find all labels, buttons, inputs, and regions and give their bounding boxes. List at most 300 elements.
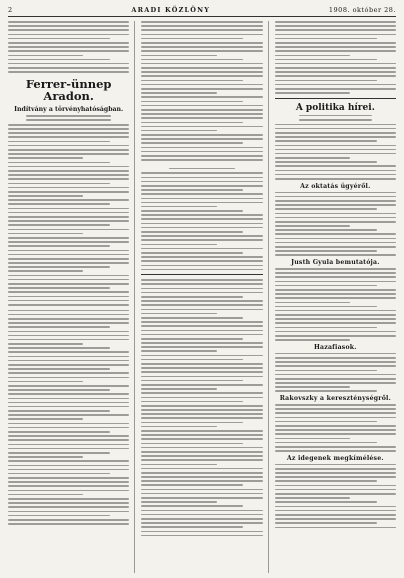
text-line <box>275 145 396 147</box>
text-line <box>141 155 262 157</box>
text-line <box>8 166 129 168</box>
text-block <box>275 21 396 94</box>
text-line <box>141 346 262 348</box>
text-line <box>8 279 129 281</box>
text-line <box>8 343 83 345</box>
text-line <box>141 80 243 82</box>
text-line <box>141 206 216 208</box>
text-line <box>8 406 129 408</box>
text-line <box>141 367 262 369</box>
text-line <box>8 46 129 48</box>
text-line <box>141 239 262 241</box>
text-line <box>8 275 129 277</box>
text-line <box>275 132 396 134</box>
text-line <box>8 287 110 289</box>
text-line <box>141 260 262 262</box>
text-line <box>275 370 377 372</box>
text-line <box>141 342 262 344</box>
text-line <box>141 388 216 390</box>
text-line <box>275 429 396 431</box>
text-line <box>8 157 83 159</box>
text-line <box>8 241 129 243</box>
text-line <box>8 511 129 513</box>
text-line <box>275 501 377 503</box>
text-line <box>141 438 262 440</box>
text-line <box>141 29 262 31</box>
text-line <box>275 25 396 27</box>
text-line <box>141 464 216 466</box>
text-line <box>8 250 129 252</box>
text-line <box>275 518 396 520</box>
text-line <box>8 258 129 260</box>
text-line <box>26 115 111 117</box>
text-line <box>141 113 262 115</box>
text-line <box>275 221 396 223</box>
text-line <box>275 489 396 491</box>
text-line <box>8 220 129 222</box>
text-line <box>8 481 129 483</box>
text-line <box>141 309 262 311</box>
text-line <box>141 468 262 470</box>
text-line <box>141 92 216 94</box>
text-line <box>8 304 129 306</box>
text-line <box>8 132 129 134</box>
text-line <box>275 314 396 316</box>
text-line <box>8 427 129 429</box>
text-line <box>8 67 129 69</box>
text-line <box>8 498 129 500</box>
text-line <box>8 448 129 450</box>
text-line <box>8 224 110 226</box>
text-line <box>141 447 262 449</box>
text-line <box>141 55 216 57</box>
text-line <box>275 55 350 57</box>
text-line <box>141 380 243 382</box>
text-line <box>275 254 396 256</box>
text-line <box>275 293 396 295</box>
text-line <box>275 408 396 410</box>
text-line <box>8 310 129 312</box>
text-line <box>141 480 262 482</box>
text-block <box>26 115 111 121</box>
text-line <box>141 476 262 478</box>
text-line <box>8 21 129 23</box>
text-line <box>275 353 396 355</box>
text-line <box>275 229 377 231</box>
text-line <box>8 473 110 475</box>
text-line <box>275 510 396 512</box>
text-line <box>275 327 377 329</box>
text-line <box>275 297 396 299</box>
text-line <box>8 141 110 143</box>
text-line <box>275 170 396 172</box>
text-line <box>141 531 262 533</box>
text-line <box>8 42 129 44</box>
text-line <box>275 386 350 388</box>
text-line <box>275 63 396 65</box>
text-line <box>275 29 396 31</box>
text-line <box>8 368 110 370</box>
text-line <box>141 279 262 281</box>
text-line <box>141 159 262 161</box>
text-line <box>8 515 110 517</box>
text-line <box>8 245 110 247</box>
text-line <box>141 126 262 128</box>
text-line <box>275 527 396 529</box>
text-line <box>8 291 129 293</box>
text-line <box>8 431 110 433</box>
text-line <box>275 446 396 448</box>
text-block <box>275 268 396 341</box>
text-line <box>141 142 243 144</box>
headline-politika: A politika hírei. <box>295 102 375 113</box>
text-line <box>8 233 83 235</box>
text-line <box>141 451 262 453</box>
text-line <box>141 218 262 220</box>
text-line <box>275 412 396 414</box>
text-line <box>275 88 396 90</box>
text-line <box>8 326 110 328</box>
text-line <box>8 506 129 508</box>
text-line <box>275 285 377 287</box>
text-line <box>8 418 83 420</box>
text-line <box>275 174 396 176</box>
text-line <box>8 490 129 492</box>
text-line <box>141 497 262 499</box>
text-line <box>275 450 396 452</box>
text-line <box>8 63 129 65</box>
text-line <box>141 330 262 332</box>
text-line <box>8 183 110 185</box>
text-line <box>8 322 129 324</box>
text-line <box>275 374 396 376</box>
text-line <box>275 404 396 406</box>
text-line <box>141 317 243 319</box>
text-line <box>8 414 129 416</box>
text-line <box>141 214 262 216</box>
text-line <box>141 101 243 103</box>
text-line <box>141 283 262 285</box>
text-line <box>141 426 216 428</box>
text-line <box>275 472 396 474</box>
text-line <box>275 417 396 419</box>
text-line <box>141 227 262 229</box>
text-line <box>275 361 396 363</box>
text-line <box>8 203 110 205</box>
text-line <box>8 502 129 504</box>
text-line <box>141 409 262 411</box>
text-line <box>8 360 129 362</box>
text-line <box>275 272 396 274</box>
text-line <box>275 442 377 444</box>
text-line <box>8 456 83 458</box>
text-line <box>8 145 129 147</box>
text-line <box>275 318 396 320</box>
text-line <box>8 523 129 525</box>
text-line <box>275 80 377 82</box>
text-line <box>141 313 216 315</box>
text-line <box>8 356 129 358</box>
text-line <box>141 172 262 174</box>
text-line <box>8 34 129 36</box>
subhead-inditvany: Indítvány a törvényhatóságban. <box>14 106 124 114</box>
text-line <box>141 177 262 179</box>
text-block <box>8 124 129 306</box>
text-line <box>275 242 396 244</box>
text-line <box>141 413 262 415</box>
text-line <box>141 130 216 132</box>
text-line <box>141 304 262 306</box>
text-line <box>141 105 262 107</box>
text-line <box>141 88 262 90</box>
text-line <box>8 331 129 333</box>
text-line <box>275 268 396 270</box>
text-line <box>141 75 262 77</box>
section-heading-4: Rakovszky a kereszténységről. <box>279 395 391 403</box>
text-line <box>141 321 262 323</box>
text-line <box>141 288 262 290</box>
text-line <box>8 149 129 151</box>
text-line <box>275 200 396 202</box>
text-line <box>8 266 110 268</box>
text-line <box>8 59 110 61</box>
text-line <box>141 147 262 149</box>
text-line <box>141 193 262 195</box>
text-line <box>275 233 396 235</box>
text-line <box>141 202 262 204</box>
text-line <box>8 170 129 172</box>
text-line <box>8 195 83 197</box>
text-line <box>141 235 262 237</box>
text-line <box>275 250 377 252</box>
text-line <box>141 455 262 457</box>
text-line <box>8 402 129 404</box>
text-line <box>275 357 396 359</box>
text-line <box>8 465 129 467</box>
text-line <box>8 174 129 176</box>
text-line <box>275 425 396 427</box>
text-line <box>141 501 216 503</box>
text-line <box>141 505 243 507</box>
section-heading-1: Az oktatás ügyéről. <box>300 182 371 190</box>
text-line <box>8 410 110 412</box>
text-line <box>275 71 396 73</box>
text-line <box>275 192 396 194</box>
text-line <box>275 433 396 435</box>
text-line <box>8 351 129 353</box>
section-heading-3: Hazafiasok. <box>313 343 357 351</box>
text-line <box>275 165 396 167</box>
divider <box>275 98 396 99</box>
text-line <box>8 212 129 214</box>
text-line <box>141 21 262 23</box>
text-line <box>141 63 262 65</box>
text-line <box>8 55 83 57</box>
column-3 <box>275 21 396 573</box>
text-line <box>275 84 396 86</box>
text-line <box>8 519 129 521</box>
text-line <box>275 302 350 304</box>
text-line <box>141 334 262 336</box>
text-line <box>275 204 396 206</box>
text-line <box>141 25 262 27</box>
text-line <box>8 38 110 40</box>
text-line <box>141 122 243 124</box>
text-line <box>8 385 129 387</box>
text-line <box>141 376 262 378</box>
text-line <box>8 494 83 496</box>
text-line <box>141 46 262 48</box>
text-line <box>275 365 396 367</box>
text-line <box>8 128 129 130</box>
text-line <box>141 67 262 69</box>
text-line <box>275 497 350 499</box>
text-block <box>8 310 129 525</box>
text-line <box>141 185 262 187</box>
text-line <box>8 237 129 239</box>
page-number: 2 <box>8 6 13 14</box>
text-line <box>141 292 262 294</box>
text-block <box>141 172 262 270</box>
text-line <box>8 393 129 395</box>
text-line <box>141 50 262 52</box>
text-line <box>275 289 396 291</box>
text-line <box>275 339 350 341</box>
text-line <box>141 459 262 461</box>
text-line <box>275 493 396 495</box>
newspaper-title: ARADI KÖZLÖNY <box>131 6 211 14</box>
text-line <box>141 59 243 61</box>
text-line <box>8 208 129 210</box>
text-line <box>275 522 377 524</box>
text-line <box>275 468 396 470</box>
text-line <box>141 371 262 373</box>
text-line <box>8 364 129 366</box>
text-line <box>275 149 396 151</box>
section-heading-2: Justh Gyula bemutatója. <box>291 259 380 266</box>
text-line <box>8 216 129 218</box>
text-line <box>275 322 396 324</box>
text-line <box>275 514 396 516</box>
text-line <box>8 254 129 256</box>
text-line <box>141 518 262 520</box>
text-line <box>141 422 243 424</box>
text-line <box>8 29 129 31</box>
text-line <box>141 514 262 516</box>
text-line <box>141 363 262 365</box>
text-line <box>8 372 129 374</box>
text-line <box>141 248 262 250</box>
text-line <box>8 162 110 164</box>
text-line <box>141 231 243 233</box>
text-line <box>8 335 129 337</box>
issue-date: 1908. október 28. <box>328 6 396 14</box>
text-line <box>8 124 129 126</box>
text-line <box>275 42 396 44</box>
text-line <box>299 119 372 121</box>
text-line <box>275 480 377 482</box>
text-line <box>275 128 396 130</box>
text-line <box>275 506 396 508</box>
text-line <box>275 306 377 308</box>
text-line <box>8 50 129 52</box>
text-line <box>8 469 129 471</box>
text-line <box>141 42 262 44</box>
text-line <box>275 50 396 52</box>
text-line <box>8 477 129 479</box>
text-line <box>8 485 129 487</box>
text-line <box>275 140 377 142</box>
text-line <box>141 401 243 403</box>
text-line <box>141 210 243 212</box>
text-line <box>141 350 216 352</box>
text-line <box>141 405 262 407</box>
text-line <box>141 510 262 512</box>
text-line <box>299 115 372 117</box>
text-line <box>275 476 396 478</box>
text-line <box>275 208 377 210</box>
text-line <box>275 38 377 40</box>
text-line <box>141 252 243 254</box>
text-line <box>8 435 129 437</box>
text-line <box>275 153 396 155</box>
text-line <box>141 38 243 40</box>
text-line <box>8 187 129 189</box>
text-line <box>275 178 396 180</box>
text-block <box>275 404 396 452</box>
text-line <box>8 347 110 349</box>
text-line <box>26 119 111 121</box>
section-heading-5: Az idegenek megkímélése. <box>286 454 384 462</box>
text-line <box>275 310 396 312</box>
text-line <box>8 381 83 383</box>
text-line <box>141 138 262 140</box>
text-line <box>275 281 396 283</box>
text-block <box>275 124 396 180</box>
text-line <box>275 378 396 380</box>
text-line <box>141 397 262 399</box>
text-block <box>141 279 262 536</box>
text-line <box>8 199 129 201</box>
text-line <box>8 423 129 425</box>
text-line <box>8 318 129 320</box>
text-line <box>8 153 129 155</box>
text-line <box>275 335 396 337</box>
text-block <box>141 21 262 161</box>
text-line <box>141 198 262 200</box>
text-line <box>141 472 262 474</box>
text-line <box>275 331 396 333</box>
text-line <box>141 269 262 271</box>
text-line <box>8 270 83 272</box>
text-line <box>275 34 396 36</box>
text-block <box>299 115 372 121</box>
text-line <box>141 325 262 327</box>
text-line <box>8 398 129 400</box>
text-line <box>141 96 262 98</box>
text-line <box>275 92 350 94</box>
text-line <box>275 196 396 198</box>
text-line <box>8 283 129 285</box>
text-line <box>8 377 129 379</box>
text-line <box>275 217 396 219</box>
text-line <box>275 464 396 466</box>
text-line <box>8 389 110 391</box>
text-line <box>275 276 396 278</box>
divider <box>141 274 262 275</box>
text-line <box>141 535 262 537</box>
text-line <box>8 444 129 446</box>
